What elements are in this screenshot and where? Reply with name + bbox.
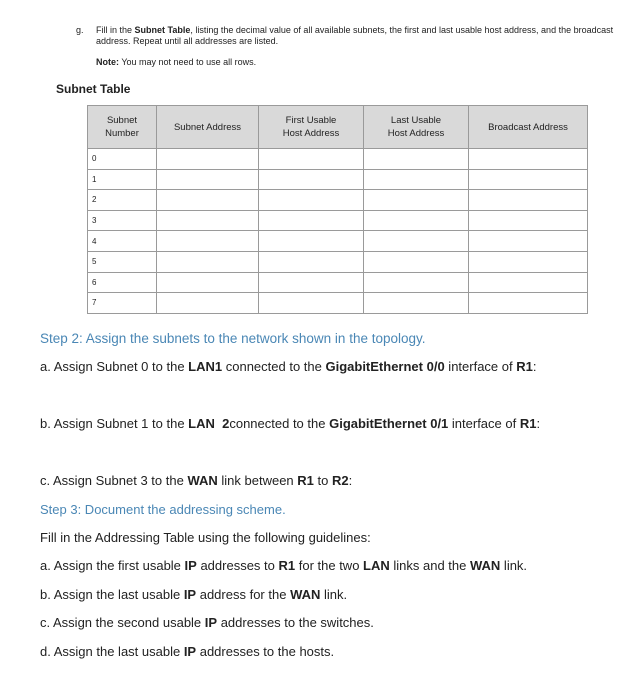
text-part: connected to the (222, 359, 326, 374)
note (96, 57, 256, 68)
first-usable-cell[interactable] (259, 149, 364, 170)
step2-item-a (40, 359, 536, 374)
step2-heading: Step 2: Assign the subnets to the network shown in the topology. (40, 331, 426, 346)
text-part: b. Assign Subnet 1 to the (40, 416, 189, 431)
last-usable-cell[interactable] (364, 169, 469, 190)
subnet-address-cell[interactable] (157, 149, 259, 170)
subnet-number-cell[interactable]: 4 (88, 231, 157, 252)
broadcast-cell[interactable] (469, 169, 588, 190)
first-usable-cell[interactable] (259, 169, 364, 190)
header-first-usable (259, 106, 364, 149)
note-text: You may not need to use all rows. (119, 57, 257, 67)
table-row (88, 210, 588, 231)
last-usable-cell[interactable] (364, 272, 469, 293)
text-part: c. Assign the second usable (40, 615, 205, 630)
subnet-address-cell[interactable] (157, 190, 259, 211)
text-part: addresses to the switches. (217, 615, 374, 630)
bold-term: WAN (290, 587, 321, 602)
subnet-number-cell[interactable]: 0 (88, 149, 157, 170)
subnet-address-cell[interactable] (157, 169, 259, 190)
bold-term: R1 (516, 359, 533, 374)
header-subnet-address: Subnet Address (157, 106, 259, 149)
header-line: Number (105, 128, 139, 139)
guideline-d (40, 644, 334, 659)
guideline-a (40, 558, 527, 573)
table-title: Subnet Table (56, 82, 131, 96)
first-usable-cell[interactable] (259, 210, 364, 231)
subnet-address-cell[interactable] (157, 210, 259, 231)
header-line: First Usable (285, 115, 337, 126)
bold-term: LAN1 (188, 359, 223, 374)
text-part: b. Assign the last usable (40, 587, 184, 602)
instruction-text (96, 25, 616, 47)
table-header-row (88, 106, 588, 149)
table-row (88, 149, 588, 170)
first-usable-cell[interactable] (259, 190, 364, 211)
table-row (88, 190, 588, 211)
subnet-number-cell[interactable]: 2 (88, 190, 157, 211)
header-line: Subnet (106, 115, 138, 126)
text-part: to (313, 473, 332, 488)
subnet-address-cell[interactable] (157, 293, 259, 314)
text-part: a. Assign Subnet 0 to the (40, 359, 189, 374)
text-part: addresses to the hosts. (196, 644, 335, 659)
last-usable-cell[interactable] (364, 251, 469, 272)
subnet-table-ref: Subnet Table (134, 25, 191, 35)
text-part: links and the (389, 558, 470, 573)
header-line: Host Address (282, 128, 340, 139)
subnet-number-cell[interactable]: 5 (88, 251, 157, 272)
table-row (88, 169, 588, 190)
subnet-number-cell[interactable]: 6 (88, 272, 157, 293)
bold-term: IP (184, 558, 197, 573)
subnet-address-cell[interactable] (157, 272, 259, 293)
text-part: interface of (444, 359, 517, 374)
bold-term: GigabitEthernet 0/0 (325, 359, 445, 374)
text-part: address for the (196, 587, 291, 602)
subnet-number-cell[interactable]: 1 (88, 169, 157, 190)
header-line: Last Usable (390, 115, 442, 126)
text-part: interface of (448, 416, 520, 431)
table-row (88, 272, 588, 293)
bold-term: IP (183, 587, 197, 602)
subnet-address-cell[interactable] (157, 231, 259, 252)
text-part: a. Assign the first usable (40, 558, 185, 573)
step3-intro: Fill in the Addressing Table using the following guidelines: (40, 530, 371, 545)
instruction-text-part: , listing the decimal value of all available subnets, the first and last usable host address, and the broadcast address. Repeat until all addresses are listed. (96, 25, 614, 46)
step3-heading: Step 3: Document the addressing scheme. (40, 502, 286, 517)
subnet-number-cell[interactable]: 7 (88, 293, 157, 314)
bold-term: R1 (519, 416, 537, 431)
bold-term: WAN (187, 473, 218, 488)
note-label: Note: (96, 57, 119, 67)
bold-term: R1 (278, 558, 296, 573)
broadcast-cell[interactable] (469, 210, 588, 231)
instruction-text-part: Fill in the (96, 25, 135, 35)
last-usable-cell[interactable] (364, 149, 469, 170)
bold-term: R1 (297, 473, 314, 488)
last-usable-cell[interactable] (364, 231, 469, 252)
last-usable-cell[interactable] (364, 190, 469, 211)
header-subnet-number (88, 106, 157, 149)
subnet-address-cell[interactable] (157, 251, 259, 272)
step2-item-b (40, 416, 540, 431)
last-usable-cell[interactable] (364, 293, 469, 314)
bold-term: IP (204, 615, 218, 630)
bold-term: LAN 2 (188, 416, 230, 431)
text-part: for the two (295, 558, 364, 573)
broadcast-cell[interactable] (469, 231, 588, 252)
text-part: addresses to (196, 558, 279, 573)
broadcast-cell[interactable] (469, 251, 588, 272)
bold-term: WAN (469, 558, 501, 573)
text-part: link. (500, 558, 528, 573)
first-usable-cell[interactable] (259, 293, 364, 314)
table-row (88, 231, 588, 252)
first-usable-cell[interactable] (259, 251, 364, 272)
text-part: link between (217, 473, 298, 488)
broadcast-cell[interactable] (469, 149, 588, 170)
text-part: : (348, 473, 353, 488)
broadcast-cell[interactable] (469, 190, 588, 211)
broadcast-cell[interactable] (469, 272, 588, 293)
last-usable-cell[interactable] (364, 210, 469, 231)
step2-item-c (40, 473, 352, 488)
header-broadcast: Broadcast Address (469, 106, 588, 149)
text-part: : (532, 359, 537, 374)
bold-term: R2 (331, 473, 349, 488)
header-last-usable (364, 106, 469, 149)
guideline-b (40, 587, 347, 602)
first-usable-cell[interactable] (259, 272, 364, 293)
header-line: Host Address (387, 128, 445, 139)
text-part: c. Assign Subnet 3 to the (40, 473, 188, 488)
first-usable-cell[interactable] (259, 231, 364, 252)
instruction-letter: g. (76, 25, 84, 35)
table-row (88, 251, 588, 272)
text-part: : (536, 416, 541, 431)
instruction-g (76, 25, 616, 47)
bold-term: LAN (363, 558, 390, 573)
table-row (88, 293, 588, 314)
bold-term: GigabitEthernet 0/1 (329, 416, 449, 431)
bold-term: IP (183, 644, 197, 659)
subnet-number-cell[interactable]: 3 (88, 210, 157, 231)
broadcast-cell[interactable] (469, 293, 588, 314)
text-part: connected to the (229, 416, 330, 431)
subnet-table (87, 105, 588, 314)
text-part: link. (320, 587, 348, 602)
text-part: d. Assign the last usable (40, 644, 184, 659)
guideline-c (40, 615, 374, 630)
